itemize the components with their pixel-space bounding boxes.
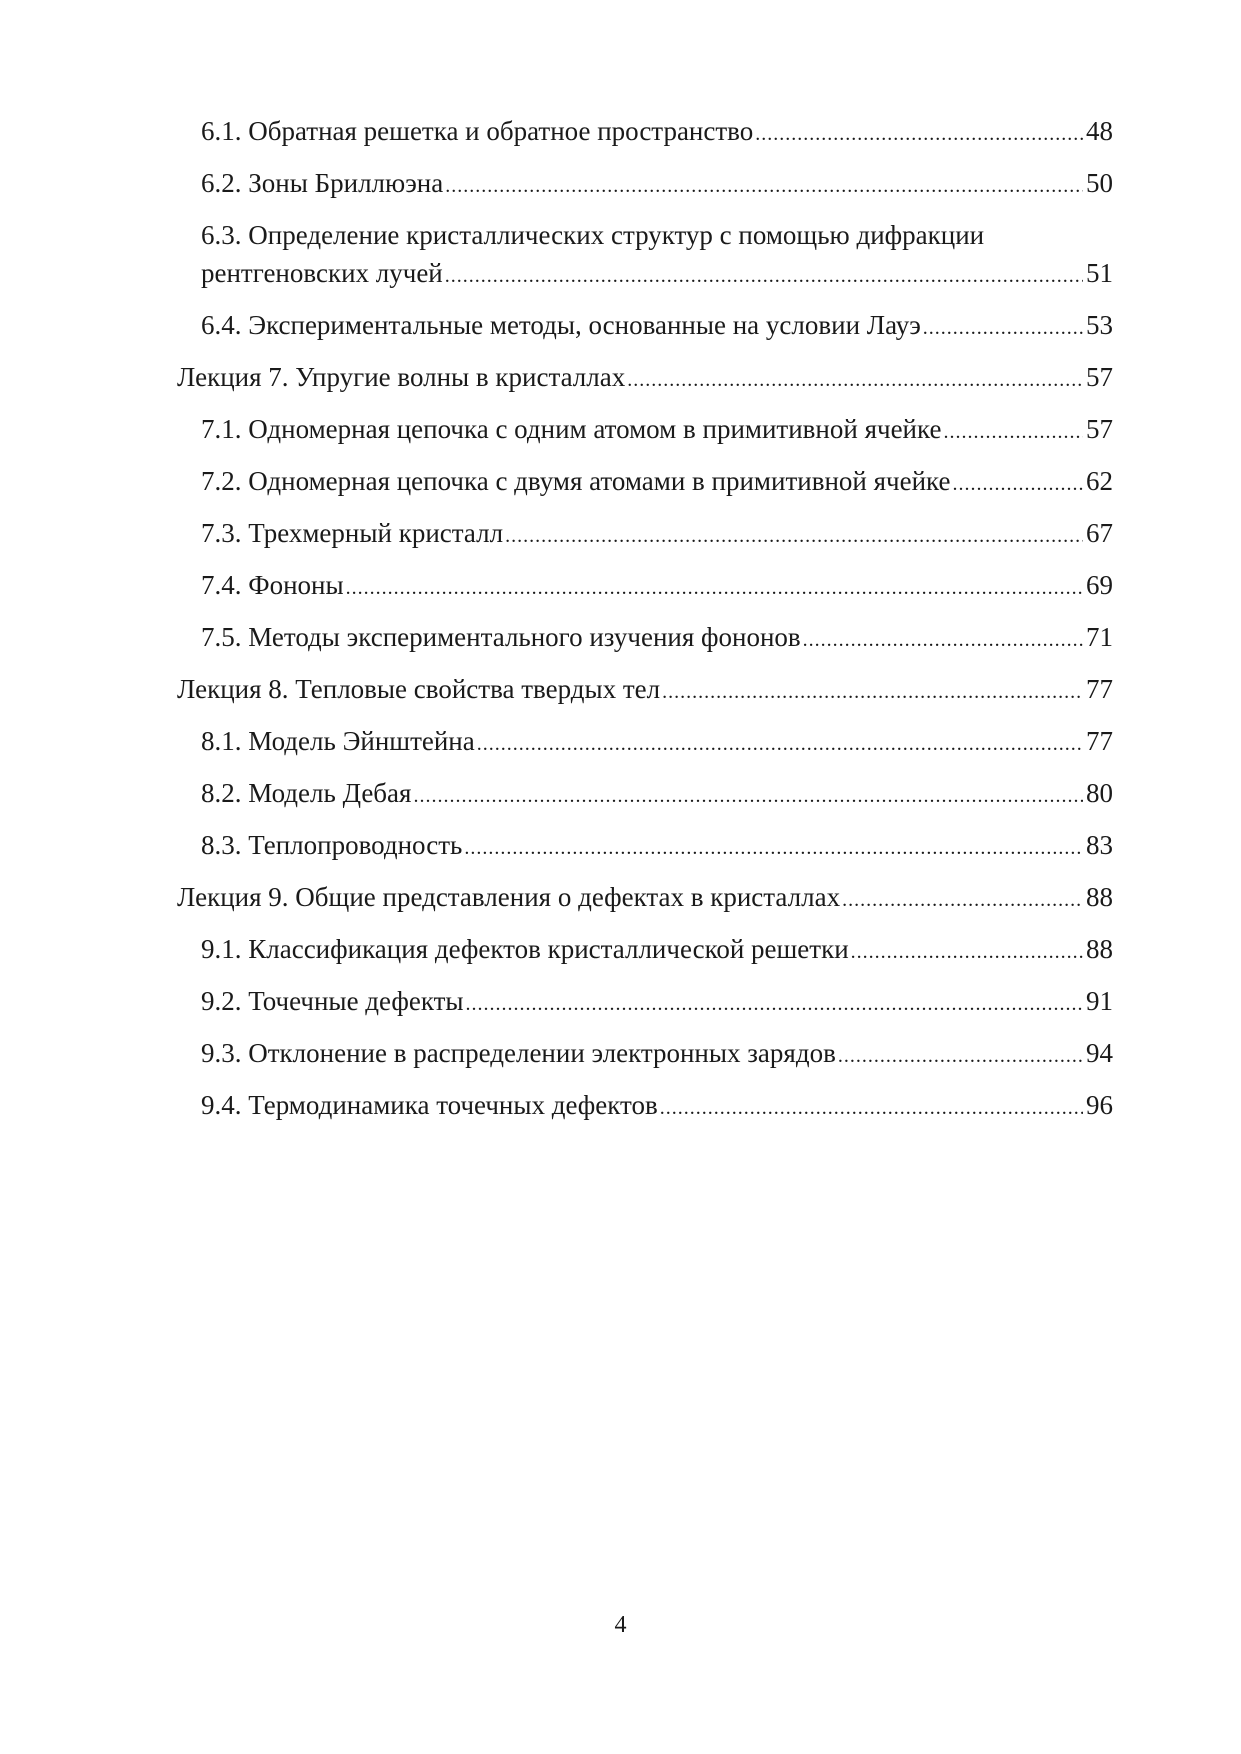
toc-page-number: 77 [1086, 674, 1113, 704]
toc-entry-6-3[interactable] [177, 216, 1113, 295]
dot-leader [477, 725, 1083, 763]
toc-entry-title: 6.1. Обратная решетка и обратное пространство [201, 116, 754, 146]
toc-page-number: 80 [1086, 778, 1113, 808]
toc-entry-title: 7.2. Одномерная цепочка с двумя атомами в примитивной ячейке [201, 466, 951, 496]
toc-entry-6-4[interactable] [177, 306, 1113, 347]
dot-leader [851, 933, 1083, 971]
dot-leader [413, 777, 1083, 815]
toc-page-number: 57 [1086, 414, 1113, 444]
toc-entry-9-1[interactable] [177, 930, 1113, 971]
toc-entry-7-1[interactable] [177, 410, 1113, 451]
toc-page-number: 71 [1086, 622, 1113, 652]
toc-entry-8-2[interactable] [177, 774, 1113, 815]
dot-leader [803, 621, 1083, 659]
dot-leader [923, 309, 1083, 347]
toc-entry-8-3[interactable] [177, 826, 1113, 867]
toc-page-number: 77 [1086, 726, 1113, 756]
dot-leader [842, 881, 1083, 919]
toc-entry-7-2[interactable] [177, 462, 1113, 503]
toc-page-number: 62 [1086, 466, 1113, 496]
toc-page-number: 96 [1086, 1090, 1113, 1120]
dot-leader [445, 257, 1083, 295]
toc-page-number: 69 [1086, 570, 1113, 600]
toc-entry-title: рентгеновских лучей [201, 258, 443, 288]
toc-entry-title: 7.1. Одномерная цепочка с одним атомом в примитивной ячейке [201, 414, 942, 444]
toc-entry-title-line1: 6.3. Определение кристаллических структур с помощью дифракции [201, 220, 985, 250]
dot-leader [755, 115, 1083, 153]
toc-entry-title: 9.3. Отклонение в распределении электронных зарядов [201, 1038, 836, 1068]
dot-leader [464, 829, 1083, 867]
toc-page-number: 57 [1086, 362, 1113, 392]
toc-page-number: 91 [1086, 986, 1113, 1016]
toc-entry-title: 6.4. Экспериментальные методы, основанные на условии Лауэ [201, 310, 921, 340]
dot-leader [838, 1037, 1083, 1075]
dot-leader [346, 569, 1083, 607]
toc-entry-lecture-9[interactable] [177, 878, 1113, 919]
toc-entry-title: 7.4. Фононы [201, 570, 344, 600]
toc-entry-7-4[interactable] [177, 566, 1113, 607]
toc-entry-7-3[interactable] [177, 514, 1113, 555]
toc-entry-title: Лекция 7. Упругие волны в кристаллах [177, 362, 626, 392]
dot-leader [952, 465, 1083, 503]
toc-entry-8-1[interactable] [177, 722, 1113, 763]
dot-leader [505, 517, 1083, 555]
table-of-contents [177, 112, 1113, 1138]
toc-page-number: 83 [1086, 830, 1113, 860]
page-number: 4 [614, 1612, 627, 1638]
toc-entry-9-3[interactable] [177, 1034, 1113, 1075]
toc-entry-title: 9.4. Термодинамика точечных дефектов [201, 1090, 658, 1120]
toc-page-number: 53 [1086, 310, 1113, 340]
toc-entry-9-4[interactable] [177, 1086, 1113, 1127]
toc-entry-title: 7.5. Методы экспериментального изучения фононов [201, 622, 801, 652]
dot-leader [943, 413, 1083, 451]
toc-entry-lecture-8[interactable] [177, 670, 1113, 711]
toc-page-number: 48 [1086, 116, 1113, 146]
toc-entry-7-5[interactable] [177, 618, 1113, 659]
toc-entry-title: 8.1. Модель Эйнштейна [201, 726, 475, 756]
toc-entry-title: Лекция 8. Тепловые свойства твердых тел [177, 674, 661, 704]
dot-leader [445, 167, 1083, 205]
toc-page-number: 67 [1086, 518, 1113, 548]
toc-entry-title: Лекция 9. Общие представления о дефектах в кристаллах [177, 882, 841, 912]
toc-entry-title: 9.1. Классификация дефектов кристаллической решетки [201, 934, 849, 964]
toc-entry-title: 9.2. Точечные дефекты [201, 986, 464, 1016]
toc-page-number: 51 [1086, 258, 1113, 288]
toc-page-number: 50 [1086, 168, 1113, 198]
toc-entry-6-1[interactable] [177, 112, 1113, 153]
toc-entry-title: 7.3. Трехмерный кристалл [201, 518, 504, 548]
dot-leader [660, 1089, 1083, 1127]
dot-leader [662, 673, 1083, 711]
toc-page-number: 88 [1086, 934, 1113, 964]
dot-leader [627, 361, 1083, 399]
toc-page-number: 94 [1086, 1038, 1113, 1068]
toc-entry-lecture-7[interactable] [177, 358, 1113, 399]
toc-entry-9-2[interactable] [177, 982, 1113, 1023]
toc-entry-title: 8.2. Модель Дебая [201, 778, 412, 808]
dot-leader [466, 985, 1083, 1023]
toc-entry-6-2[interactable] [177, 164, 1113, 205]
toc-entry-title: 6.2. Зоны Бриллюэна [201, 168, 444, 198]
toc-entry-title: 8.3. Теплопроводность [201, 830, 463, 860]
toc-page-number: 88 [1086, 882, 1113, 912]
